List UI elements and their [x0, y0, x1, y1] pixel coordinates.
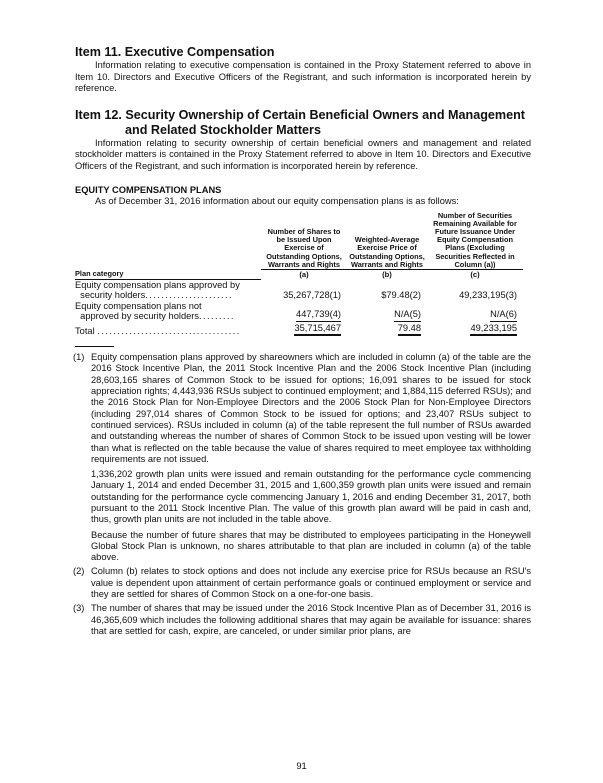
row-label-line2: security holders: [80, 290, 146, 301]
equity-heading: EQUITY COMPENSATION PLANS: [75, 185, 222, 195]
cell-b: [347, 279, 427, 301]
total-label-text: Total: [75, 325, 95, 336]
item12-title-line1: Item 12. Security Ownership of Certain Beneficial Owners and Management: [75, 107, 525, 122]
item12-title-line2: and Related Stockholder Matters: [125, 122, 321, 137]
row-label: [75, 301, 261, 322]
table-letter-row: [75, 269, 523, 279]
footnote-1-paragraph-2: 1,336,202 growth plan units were issued and remain outstanding for the performance cycle commencing January 1, 2014 and ended December 31, 2015 and 1,600,359 growth plan units were issued and remain outstanding for the performance cycle commencing January 1, 2016 and ending December 31, 2017, both pursuant to the 2011 Stock Incentive Plan. The value of this growth plan award will be paid in cash and, thus, growth plan units are not included in the table above.: [91, 469, 531, 525]
cell-a: [261, 279, 347, 301]
cell-b: [347, 301, 427, 322]
value-a: 35,267,728(1): [283, 290, 341, 301]
footnote-1-text: Equity compensation plans approved by shareowners which are included in column (a) of the table are the 2016 Stock Incentive Plan, the 2011 Stock Incentive Plan and the 2006 Stock Incentive Plan (including 28,603,165 shares of Common Stock to be issued for options; 16,091 shares to be issued for stock appreciation rights; 4,443,936 RSUs subject to continued employment; and 1,884,115 deferred RSUs); and the 2016 Stock Plan for Non-Employee Directors and the 2006 Stock Plan for Non-Employee Directors (including 297,014 shares of Common Stock to be issued for options; and 23,407 RSUs subject to continued services). RSUs included in column (a) of the table represent the full number of RSUs awarded and outstanding whereas the number of shares of Common Stock to be issued upon vesting will be lower than what is reflected on the table because the value of shares required to meet employee tax withholding requirements are not issued.: [91, 352, 531, 464]
equity-intro: As of December 31, 2016 information about our equity compensation plans is as follows:: [95, 196, 459, 206]
value-c: N/A(6): [490, 309, 517, 322]
leader-dots: ......................: [145, 290, 233, 301]
table-row: [75, 279, 523, 301]
document-page: [75, 45, 531, 637]
item12-body: Information relating to security ownership of certain beneficial owners and management and related stockholder matters is contained in the Proxy Statement referred to above in Item 10. Directors and Executive Officers of the Registrant, and such information is incorporated herein by reference.: [75, 137, 531, 171]
col-c-header: Number of Securities Remaining Available for Future Issuance Under Equity Compensation Plans (Excluding Securities Reflected in Column (a)): [427, 212, 523, 270]
cell-a: [261, 301, 347, 322]
col-a-letter: (a): [299, 269, 309, 279]
total-b: 79.48: [398, 323, 421, 337]
total-label: [75, 322, 261, 337]
total-a: 35,715,467: [294, 323, 341, 337]
col-a-header: Number of Shares to be Issued Upon Exercise of Outstanding Options, Warrants and Rights: [261, 212, 347, 270]
total-c: 49,233,195: [470, 323, 517, 337]
footnote-divider: [75, 346, 114, 347]
table-total-row: [75, 322, 523, 337]
footnote-3-mark: (3): [73, 603, 85, 614]
col-c-letter: (c): [470, 269, 480, 279]
item12-title: [75, 108, 531, 138]
table-row: [75, 301, 523, 322]
leader-dots: ....................................: [97, 325, 241, 336]
page-number: 91: [296, 761, 307, 771]
total-cell-c: [427, 322, 523, 337]
footnote-1-mark: (1): [73, 352, 85, 363]
footnote-2: [75, 566, 531, 600]
footnote-3: [75, 603, 531, 637]
value-b: $79.48(2): [381, 290, 421, 301]
equity-table: [75, 212, 523, 337]
value-b: N/A(5): [394, 309, 421, 322]
footnote-2-text: Column (b) relates to stock options and does not include any exercise price for RSUs because an RSU's value is dependent upon attainment of certain performance goals or continued employment or service and they are settled for shares of Common Stock on a one-for-one basis.: [91, 566, 531, 600]
col-b-letter: (b): [382, 269, 392, 279]
table-header-row: [75, 212, 523, 270]
leader-dots: .........: [199, 311, 235, 322]
item11-body: Information relating to executive compensation is contained in the Proxy Statement referred to above in Item 10. Directors and Executive Officers of the Registrant, and such information is incorporated herein by reference.: [75, 60, 531, 93]
row-label: [75, 279, 261, 301]
footnote-1: [75, 352, 531, 465]
col-b-header: Weighted-Average Exercise Price of Outstanding Options, Warrants and Rights: [347, 212, 427, 270]
row-label-line1: Equity compensation plans not: [75, 300, 202, 311]
plan-category-header: Plan category: [75, 269, 261, 279]
row-label-line1: Equity compensation plans approved by: [75, 279, 240, 290]
total-cell-a: [261, 322, 347, 337]
footnote-3-text: The number of shares that may be issued under the 2016 Stock Incentive Plan as of December 31, 2016 is 46,365,609 which includes the following additional shares that may again be available for issuance: shares that are settled for cash, expire, are canceled, or under similar prior plans, are: [91, 603, 531, 636]
cell-c: [427, 301, 523, 322]
value-c: 49,233,195(3): [459, 290, 517, 301]
footnote-2-mark: (2): [73, 566, 85, 577]
cell-c: [427, 279, 523, 301]
value-a: 447,739(4): [296, 309, 341, 322]
total-cell-b: [347, 322, 427, 337]
footnote-1-paragraph-3: Because the number of future shares that may be distributed to employees participating in the Honeywell Global Stock Plan is unknown, no shares attributable to that plan are included in column (a) of the table above.: [91, 529, 531, 563]
item11-title: Item 11. Executive Compensation: [75, 45, 275, 59]
row-label-line2: approved by security holders: [80, 311, 200, 322]
